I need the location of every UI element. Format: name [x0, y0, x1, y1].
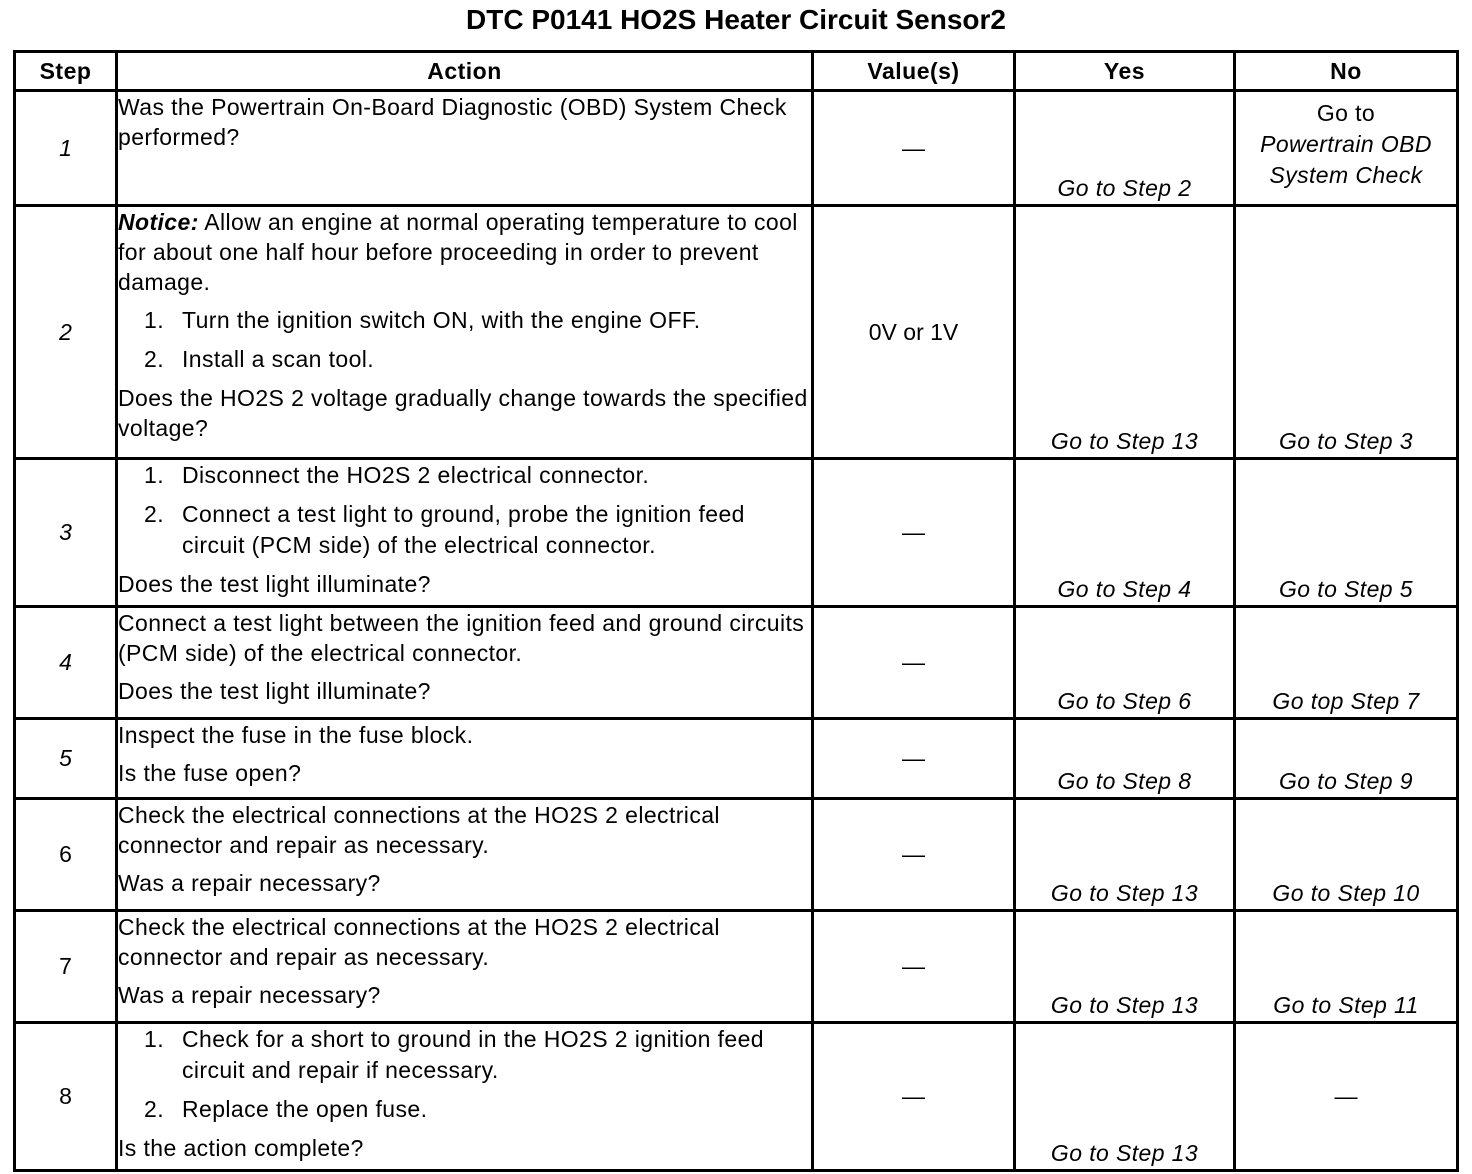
values-cell	[813, 91, 1015, 206]
value-text: —	[902, 134, 925, 161]
table-row-step-4	[15, 607, 1458, 719]
step-list	[118, 305, 811, 375]
table-row-step-5	[15, 719, 1458, 799]
header-action: Action	[117, 52, 813, 91]
table-row-step-3	[15, 459, 1458, 607]
action-text: Connect a test light between the ignition feed and ground circuits (PCM side) of the electrical connector.	[118, 610, 805, 666]
list-item	[144, 305, 811, 336]
step-number: 2	[15, 206, 117, 459]
action-cell	[117, 206, 813, 459]
values-cell	[813, 719, 1015, 799]
value-text: —	[902, 953, 925, 979]
yes-link[interactable]: Go to Step 13	[1050, 880, 1199, 906]
list-item-text: Check for a short to ground in the HO2S 2 ignition feed circuit and repair if necessary.	[182, 1026, 764, 1083]
no-cell	[1235, 206, 1458, 459]
notice-label: Notice:	[118, 209, 199, 235]
yes-cell	[1015, 459, 1235, 607]
yes-link[interactable]: Go to Step 2	[1057, 175, 1192, 201]
step-number: 7	[15, 911, 117, 1023]
header-row	[15, 52, 1458, 91]
yes-cell	[1015, 799, 1235, 911]
values-cell	[813, 607, 1015, 719]
no-link[interactable]: Go top Step 7	[1272, 688, 1420, 714]
table-row-step-8	[15, 1023, 1458, 1171]
no-link[interactable]: Go to Step 11	[1273, 992, 1419, 1018]
action-question: Does the test light illuminate?	[118, 571, 431, 597]
values-cell	[813, 911, 1015, 1023]
action-cell	[117, 1023, 813, 1171]
step-number: 5	[15, 719, 117, 799]
no-link[interactable]: Go to Step 5	[1279, 576, 1413, 602]
document-title: DTC P0141 HO2S Heater Circuit Sensor2	[466, 4, 1006, 35]
no-link-prefix: Go to	[1316, 100, 1376, 126]
no-link-line[interactable]: Powertrain OBD	[1260, 131, 1432, 157]
yes-link[interactable]: Go to Step 13	[1050, 1140, 1199, 1166]
step-list	[118, 460, 811, 561]
list-item-text: Install a scan tool.	[182, 346, 375, 372]
diagnostic-table	[13, 50, 1459, 1172]
list-item	[144, 344, 811, 375]
list-number: 1.	[144, 462, 164, 488]
action-question: Does the HO2S 2 voltage gradually change towards the specified voltage?	[118, 385, 808, 441]
step-number: 8	[15, 1023, 117, 1171]
table-row-step-2	[15, 206, 1458, 459]
yes-cell	[1015, 719, 1235, 799]
action-text: Check the electrical connections at the HO2S 2 electrical connector and repair as necessary.	[118, 914, 720, 970]
values-cell	[813, 459, 1015, 607]
list-item	[144, 1094, 811, 1125]
no-cell	[1235, 1023, 1458, 1171]
header-no: No	[1235, 52, 1458, 91]
header-step: Step	[15, 52, 117, 91]
values-cell	[813, 799, 1015, 911]
action-text: Check the electrical connections at the HO2S 2 electrical connector and repair as necessary.	[118, 802, 720, 858]
no-link[interactable]: Go to Step 9	[1279, 768, 1413, 794]
no-link-line[interactable]: System Check	[1269, 162, 1423, 188]
step-number: 3	[15, 459, 117, 607]
step-list	[118, 1024, 811, 1125]
value-text: —	[902, 745, 925, 771]
table-row-step-7	[15, 911, 1458, 1023]
yes-link[interactable]: Go to Step 8	[1057, 768, 1192, 794]
yes-cell	[1015, 1023, 1235, 1171]
list-item-text: Turn the ignition switch ON, with the engine OFF.	[182, 307, 701, 333]
action-cell	[117, 911, 813, 1023]
values-cell	[813, 206, 1015, 459]
step-number: 1	[15, 91, 117, 206]
action-cell	[117, 91, 813, 206]
list-number: 1.	[144, 307, 164, 333]
value-text: 0V or 1V	[868, 318, 959, 345]
values-cell	[813, 1023, 1015, 1171]
no-cell	[1235, 719, 1458, 799]
action-question: Was a repair necessary?	[118, 982, 381, 1008]
no-cell	[1235, 459, 1458, 607]
value-text: —	[902, 1083, 925, 1109]
list-item-text: Connect a test light to ground, probe the ignition feed circuit (PCM side) of the electrical connector.	[182, 501, 745, 558]
list-item-text: Disconnect the HO2S 2 electrical connector.	[182, 462, 650, 488]
yes-cell	[1015, 206, 1235, 459]
list-number: 1.	[144, 1026, 164, 1052]
step-number: 4	[15, 607, 117, 719]
action-question: Was a repair necessary?	[118, 870, 381, 896]
value-text: —	[902, 841, 925, 867]
header-values: Value(s)	[813, 52, 1015, 91]
action-question: Does the test light illuminate?	[118, 678, 431, 704]
value-text: —	[902, 519, 925, 545]
yes-link[interactable]: Go to Step 13	[1050, 428, 1199, 454]
value-text: —	[1334, 1083, 1358, 1109]
no-cell	[1235, 91, 1458, 206]
yes-link[interactable]: Go to Step 6	[1057, 688, 1192, 714]
list-item	[144, 460, 811, 491]
list-item-text: Replace the open fuse.	[182, 1096, 428, 1122]
step-number: 6	[15, 799, 117, 911]
list-number: 2.	[144, 501, 164, 527]
action-text: Was the Powertrain On-Board Diagnostic (OBD) System Check performed?	[118, 94, 787, 150]
action-cell	[117, 459, 813, 607]
no-link[interactable]: Go to Step 3	[1279, 428, 1413, 454]
yes-cell	[1015, 607, 1235, 719]
action-question: Is the fuse open?	[118, 760, 302, 786]
table-row-step-6	[15, 799, 1458, 911]
action-text: Inspect the fuse in the fuse block.	[118, 722, 474, 748]
yes-cell	[1015, 91, 1235, 206]
action-cell	[117, 719, 813, 799]
no-cell	[1235, 911, 1458, 1023]
action-question: Is the action complete?	[118, 1135, 364, 1161]
yes-cell	[1015, 911, 1235, 1023]
yes-link[interactable]: Go to Step 4	[1057, 576, 1192, 602]
list-number: 2.	[144, 1096, 164, 1122]
list-number: 2.	[144, 346, 164, 372]
notice-text: Allow an engine at normal operating temperature to cool for about one half hour before proceeding in order to prevent damage.	[118, 209, 798, 295]
action-cell	[117, 799, 813, 911]
list-item	[144, 499, 811, 561]
no-link[interactable]: Go to Step 10	[1272, 880, 1420, 906]
table-row-step-1	[15, 91, 1458, 206]
no-cell	[1235, 607, 1458, 719]
yes-link[interactable]: Go to Step 13	[1050, 992, 1199, 1018]
list-item	[144, 1024, 811, 1086]
notice-paragraph	[118, 207, 811, 297]
no-cell	[1235, 799, 1458, 911]
header-yes: Yes	[1015, 52, 1235, 91]
value-text: —	[902, 649, 925, 675]
action-cell	[117, 607, 813, 719]
